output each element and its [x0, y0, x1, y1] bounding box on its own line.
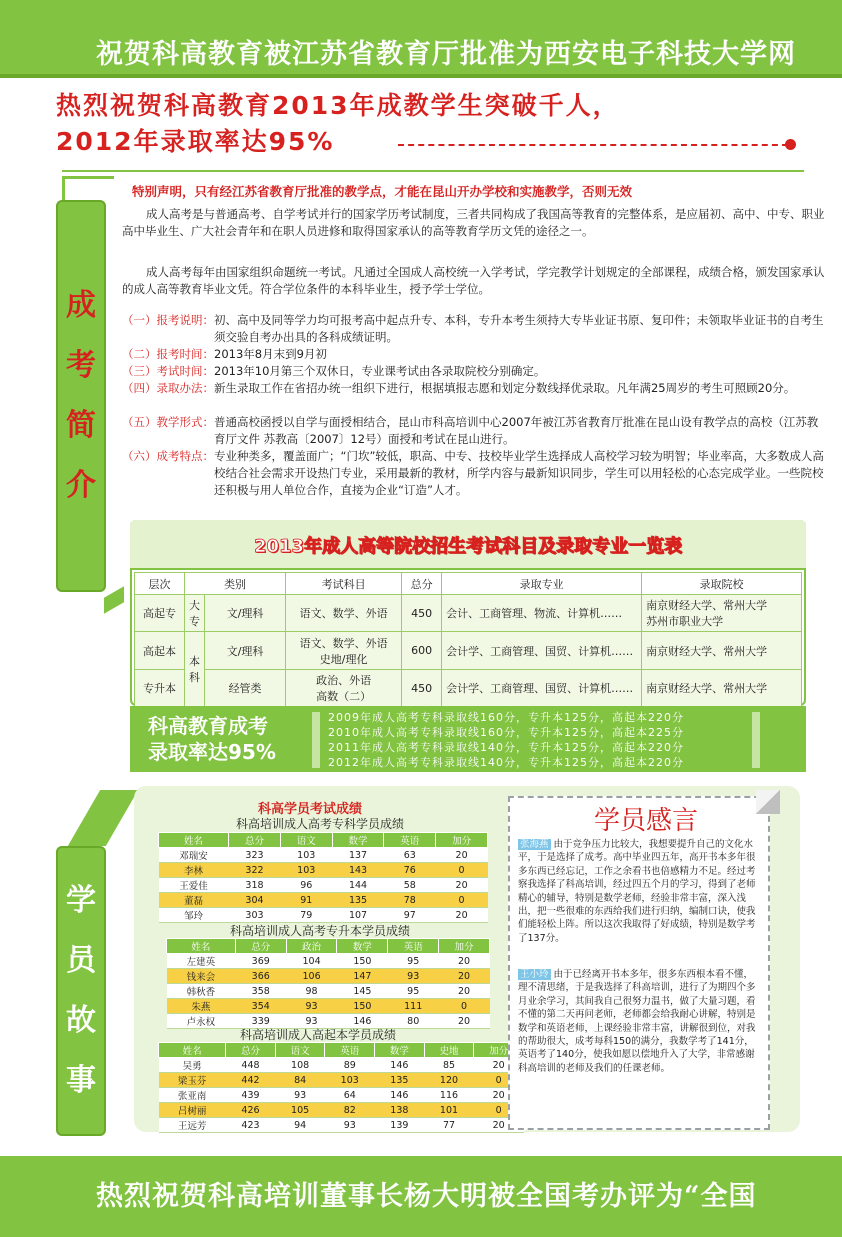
score-cell: 97: [384, 908, 436, 923]
score-row: [159, 1088, 524, 1103]
score-cell: 吕树丽: [159, 1103, 226, 1118]
item-text: 2013年8月末到9月初: [214, 347, 327, 361]
score-cell: 20: [474, 1118, 524, 1133]
score-cell: 20: [439, 984, 490, 999]
score-table-bachelor: [158, 1042, 524, 1133]
score-cell: 150: [337, 954, 388, 969]
admit-table: [134, 572, 802, 707]
intro-top-line: [62, 170, 804, 172]
score-cell: 张亚南: [159, 1088, 226, 1103]
admit-header-cell: 考试科目: [286, 573, 402, 595]
intro-item: [122, 414, 826, 448]
intro-side-tab: [56, 200, 106, 592]
score-row: [167, 984, 490, 999]
score-cell: 442: [226, 1073, 276, 1088]
item-label: （四）录取办法：: [122, 381, 214, 395]
intro-paragraph: 成人高考每年由国家组织命题统一考试。凡通过全国成人高校统一入学考试，学完教学计划规定的全部课程，成绩合格，颁发国家承认的成人高等教育毕业文凭。符合学位条件的本科毕业生，授予学士学位。: [122, 265, 825, 296]
score-cell: 448: [226, 1058, 276, 1073]
score-cell: 150: [337, 999, 388, 1014]
score-row: [159, 1058, 524, 1073]
story-tab-char: 学: [66, 883, 96, 918]
admit-header-cell: 录取专业: [442, 573, 642, 595]
score-cell: 104: [286, 954, 337, 969]
score-cell: 85: [424, 1058, 474, 1073]
item-text: 2013年10月第三个双休日，专业课考试由各录取院校分别确定。: [214, 364, 546, 378]
special-notice: 特别声明，只有经江苏省教育厅批准的教学点，才能在昆山开办学校和实施教学，否则无效: [132, 184, 633, 199]
intro-tab-char: 考: [66, 348, 96, 383]
intro-tab-char: 成: [66, 288, 96, 323]
score-cell: 93: [286, 1014, 337, 1029]
item-label: （二）报考时间：: [122, 347, 214, 361]
score-cell: 439: [226, 1088, 276, 1103]
score-cell: 韩秋香: [167, 984, 236, 999]
score-row: [159, 878, 488, 893]
score-cell: 111: [388, 999, 439, 1014]
admit-header-cell: 总分: [402, 573, 442, 595]
student-stories-title: 学员感言: [594, 806, 699, 836]
score-header: 数学: [337, 939, 388, 954]
score-header-row: [167, 939, 490, 954]
intro-item: [122, 363, 826, 380]
top-banner-text: 祝贺科高教育被江苏省教育厅批准为西安电子科技大学网: [96, 39, 796, 70]
admit-header-cell: 层次: [135, 573, 185, 595]
score-cell: 0: [436, 863, 488, 878]
item-label: （三）考试时间：: [122, 364, 214, 378]
score-cell: 147: [337, 969, 388, 984]
story-text: 由于已经离开书本多年，很多东西根本看不懂，理不清思绪，于是我选择了科高培训，进行了为期四个多月业余学习，其间我自己很努力温书，做了大量习题，看不懂的第二天再问老师，老师都会给我耐心讲解，特别是数学和英语老师，上课经验非常丰富，讲解很到位，对我的帮助很大，成考每科150的满分，我数学考了141分，英语考了140分，使我如愿以偿地升入了大学，非常感谢科高培训的老师及我们的任课老师。: [518, 969, 756, 1074]
story-side-tab: [56, 846, 106, 1136]
score-cell: 146: [337, 1014, 388, 1029]
score-cell: 103: [325, 1073, 375, 1088]
score-header: 英语: [388, 939, 439, 954]
score-cell: 135: [375, 1073, 425, 1088]
score-cell: 卢永权: [167, 1014, 236, 1029]
score-cell: 95: [388, 954, 439, 969]
score-cell: 103: [280, 848, 332, 863]
score-cell: 李林: [159, 863, 229, 878]
score-header: 加分: [439, 939, 490, 954]
score-row: [159, 893, 488, 908]
score-cell: 20: [439, 969, 490, 984]
admit-schools: 南京财经大学、常州大学: [642, 632, 802, 670]
score-cell: 303: [229, 908, 281, 923]
admit-subjects: 语文、数学、外语 史地/理化: [286, 632, 402, 670]
score-header: 姓名: [159, 1043, 226, 1058]
admit-total: 600: [402, 632, 442, 670]
item-label: （六）成考特点：: [122, 449, 214, 463]
score-header: 语文: [280, 833, 332, 848]
admit-type: 文/理科: [205, 595, 286, 632]
score-cell: 94: [275, 1118, 325, 1133]
admit-subjects: 语文、数学、外语: [286, 595, 402, 632]
score-cell: 137: [332, 848, 384, 863]
score-cell: 426: [226, 1103, 276, 1118]
admit-group: 大专: [185, 595, 205, 632]
score-cell: 146: [375, 1058, 425, 1073]
score-cell: 邹玲: [159, 908, 229, 923]
score-header: 语文: [275, 1043, 325, 1058]
score-cell: 108: [275, 1058, 325, 1073]
admit-header-cell: 类别: [185, 573, 286, 595]
score-cell: 77: [424, 1118, 474, 1133]
score-header-row: [159, 833, 488, 848]
score-cell: 0: [474, 1103, 524, 1118]
admit-subjects: 政治、外语 高数（二）: [286, 670, 402, 707]
item-text: 普通高校函授以自学与面授相结合，昆山市科高培训中心2007年被江苏省教育厅批准在昆山设有教学点的高校（江苏教育厅文件 苏教高〔2007〕12号）面授和考试在昆山进行。: [214, 415, 819, 446]
score-cell: 84: [275, 1073, 325, 1088]
score-cell: 63: [384, 848, 436, 863]
score-row: [159, 908, 488, 923]
score-cell: 139: [375, 1118, 425, 1133]
story-text: 由于竞争压力比较大，我想要提升自己的文化水平，于是选择了成考。高中毕业四五年，高开书本多年很多东西已经忘记，工作之余看书也倍感精力不足。经过考察我选择了科高培训，经过四五个月的学习，得到了老师精心的辅导，特别是数学老师，经验非常丰富，深入浅出，把一些很难的东西给我们进行归纳，编制口诀，使我们能轻松上阵。所以这次我取得了好成绩，特别是数学考了137分。: [518, 839, 756, 944]
score-cell: 354: [235, 999, 286, 1014]
admit-group: 本科: [185, 632, 205, 707]
score-cell: 吴勇: [159, 1058, 226, 1073]
score-header: 英语: [325, 1043, 375, 1058]
headline-line2: 2012年录取率达95%: [56, 127, 335, 156]
rate-line: 2011年成人高考专科录取线140分，专升本125分，高起本220分: [328, 741, 684, 754]
admission-rate-lines: [328, 710, 684, 770]
score-cell: 左建英: [167, 954, 236, 969]
admit-schools: 南京财经大学、常州大学 苏州市职业大学: [642, 595, 802, 632]
score-cell: 116: [424, 1088, 474, 1103]
score-header: 姓名: [159, 833, 229, 848]
score-cell: 143: [332, 863, 384, 878]
score-cell: 64: [325, 1088, 375, 1103]
item-text: 初、高中及同等学力均可报考高中起点升专、本科，专升本考生须持大专毕业证书原、复印件；未领取毕业证书的自考生须交验自考办出具的各科成绩证明。: [214, 313, 824, 344]
item-text: 新生录取工作在省招办统一组织下进行，根据填报志愿和划定分数线择优录取。凡年满25周岁的考生可照顾20分。: [214, 381, 796, 395]
admit-schools: 南京财经大学、常州大学: [642, 670, 802, 707]
admit-majors: 会计、工商管理、物流、计算机……: [442, 595, 642, 632]
admit-table-title-bar: [130, 520, 806, 570]
intro-tab-char: 简: [66, 408, 96, 443]
scores-subtitle: 科高培训成人高考专升本学员成绩: [230, 924, 411, 938]
score-cell: 423: [226, 1118, 276, 1133]
intro-tab-arrow: [104, 586, 124, 614]
rate-title-line2: 录取率达95%: [148, 740, 276, 764]
score-cell: 98: [286, 984, 337, 999]
score-row: [167, 969, 490, 984]
story-tab-char: 员: [66, 943, 96, 978]
page-curl-icon: [756, 790, 780, 814]
story-tab-arrow: [68, 790, 138, 846]
score-header: 数学: [375, 1043, 425, 1058]
score-header: 总分: [235, 939, 286, 954]
score-cell: 145: [337, 984, 388, 999]
intro-item: [122, 448, 826, 499]
admit-majors: 会计学、工商管理、国贸、计算机……: [442, 670, 642, 707]
score-header: 英语: [384, 833, 436, 848]
rate-title-line1: 科高教育成考: [148, 714, 268, 738]
scores-subtitle: 科高培训成人高考专科学员成绩: [236, 817, 405, 831]
score-cell: 80: [388, 1014, 439, 1029]
score-cell: 钱来会: [167, 969, 236, 984]
admit-table-header-row: [135, 573, 802, 595]
score-cell: 20: [439, 1014, 490, 1029]
score-row: [159, 863, 488, 878]
admit-level: 高起专: [135, 595, 185, 632]
admit-total: 450: [402, 670, 442, 707]
story-entry: [518, 968, 762, 1075]
score-cell: 369: [235, 954, 286, 969]
story-entry: [518, 838, 762, 945]
score-row: [167, 999, 490, 1014]
scores-title: 科高学员考试成绩: [258, 802, 363, 817]
score-table-college: [158, 832, 488, 923]
score-row: [167, 954, 490, 969]
score-cell: 董磊: [159, 893, 229, 908]
score-cell: 93: [388, 969, 439, 984]
score-cell: 93: [325, 1118, 375, 1133]
score-cell: 304: [229, 893, 281, 908]
score-cell: 138: [375, 1103, 425, 1118]
admit-level: 专升本: [135, 670, 185, 707]
admit-type: 文/理科: [205, 632, 286, 670]
score-cell: 322: [229, 863, 281, 878]
score-cell: 89: [325, 1058, 375, 1073]
score-cell: 93: [275, 1088, 325, 1103]
score-cell: 91: [280, 893, 332, 908]
rate-line: 2010年成人高考专科录取线160分，专升本125分，高起本225分: [328, 726, 684, 739]
rate-line: 2012年成人高考专科录取线140分，专升本125分，高起本220分: [328, 756, 684, 769]
scores-subtitle: 科高培训成人高起本学员成绩: [240, 1028, 397, 1042]
score-row: [159, 1103, 524, 1118]
score-cell: 20: [474, 1088, 524, 1103]
bottom-banner-text: 热烈祝贺科高培训董事长杨大明被全国考办评为“全国: [96, 1181, 757, 1212]
story-tab-char: 事: [66, 1063, 96, 1098]
score-cell: 58: [384, 878, 436, 893]
score-header: 加分: [436, 833, 488, 848]
score-header: 总分: [229, 833, 281, 848]
score-cell: 82: [325, 1103, 375, 1118]
intro-item: [122, 312, 826, 346]
admit-table-row: [135, 670, 802, 707]
intro-paragraph: 成人高考是与普通高考、自学考试并行的国家学历考试制度，三者共同构成了我国高等教育的完整体系，是应届初、高中、中专、职业高中毕业生、广大社会青年和在职人员进修和取得国家承认的高等教育学历文凭的途径之一。: [122, 207, 825, 238]
rate-ladder-right: [752, 712, 760, 768]
score-cell: 20: [439, 954, 490, 969]
headline-dot: [785, 139, 796, 150]
score-row: [159, 1118, 524, 1133]
score-cell: 20: [474, 1058, 524, 1073]
story-name-tag: 张海燕: [520, 839, 549, 850]
score-cell: 95: [388, 984, 439, 999]
score-cell: 144: [332, 878, 384, 893]
score-cell: 101: [424, 1103, 474, 1118]
score-header-row: [159, 1043, 524, 1058]
rate-ladder-left: [312, 712, 320, 768]
admit-level: 高起本: [135, 632, 185, 670]
story-tab-char: 故: [66, 1003, 96, 1038]
item-text: 专业种类多，覆盖面广；“门坎”较低，职高、中专、技校毕业学生选择成人高校学习较为明智；毕业率高，大多数成人高校结合社会需求开设热门专业，采用最新的教材，所学内容与最新知识同步，学生可以用轻松的心态完成学业。一些院校还积极与用人单位合作，直接为企业“订造”人才。: [214, 449, 824, 497]
intro-tab-char: 介: [66, 468, 96, 503]
headline: [56, 88, 620, 160]
item-label: （一）报考说明：: [122, 313, 214, 327]
score-cell: 邓瑞安: [159, 848, 229, 863]
bottom-banner: [0, 1156, 842, 1237]
score-cell: 323: [229, 848, 281, 863]
top-banner: [0, 0, 842, 78]
admit-total: 450: [402, 595, 442, 632]
score-cell: 0: [474, 1073, 524, 1088]
score-cell: 王远芳: [159, 1118, 226, 1133]
score-cell: 20: [436, 908, 488, 923]
score-cell: 339: [235, 1014, 286, 1029]
score-header: 总分: [226, 1043, 276, 1058]
score-cell: 79: [280, 908, 332, 923]
score-table-upgrade: [166, 938, 490, 1029]
score-cell: 105: [275, 1103, 325, 1118]
score-header: 史地: [424, 1043, 474, 1058]
score-cell: 朱燕: [167, 999, 236, 1014]
story-name-tag: 王小玲: [520, 969, 549, 980]
score-cell: 王爱佳: [159, 878, 229, 893]
admit-table-row: [135, 595, 802, 632]
score-cell: 20: [436, 848, 488, 863]
score-row: [159, 848, 488, 863]
score-row: [159, 1073, 524, 1088]
admit-type: 经管类: [205, 670, 286, 707]
score-cell: 78: [384, 893, 436, 908]
score-cell: 梁玉芬: [159, 1073, 226, 1088]
score-cell: 0: [439, 999, 490, 1014]
score-cell: 93: [286, 999, 337, 1014]
admission-rate-title: [148, 713, 276, 765]
score-cell: 107: [332, 908, 384, 923]
admit-table-row: [135, 632, 802, 670]
admit-majors: 会计学、工商管理、国贸、计算机……: [442, 632, 642, 670]
score-header: 数学: [332, 833, 384, 848]
score-cell: 76: [384, 863, 436, 878]
headline-dash-line: [398, 144, 788, 146]
score-cell: 120: [424, 1073, 474, 1088]
admit-header-cell: 录取院校: [642, 573, 802, 595]
rate-line: 2009年成人高考专科录取线160分，专升本125分，高起本220分: [328, 711, 684, 724]
score-cell: 106: [286, 969, 337, 984]
score-cell: 318: [229, 878, 281, 893]
score-cell: 135: [332, 893, 384, 908]
score-cell: 146: [375, 1088, 425, 1103]
score-header: 政治: [286, 939, 337, 954]
score-cell: 0: [436, 893, 488, 908]
headline-line1: 热烈祝贺科高教育2013年成教学生突破千人，: [56, 91, 620, 120]
item-label: （五）教学形式：: [122, 415, 214, 429]
score-cell: 103: [280, 863, 332, 878]
score-cell: 96: [280, 878, 332, 893]
score-cell: 20: [436, 878, 488, 893]
score-cell: 358: [235, 984, 286, 999]
intro-tab-bracket: [62, 176, 114, 200]
score-cell: 366: [235, 969, 286, 984]
admit-table-title: 2013年成人高等院校招生考试科目及录取专业一览表: [253, 536, 683, 557]
intro-item: [122, 380, 826, 397]
score-header: 姓名: [167, 939, 236, 954]
intro-item: [122, 346, 826, 363]
score-header: 加分: [474, 1043, 524, 1058]
